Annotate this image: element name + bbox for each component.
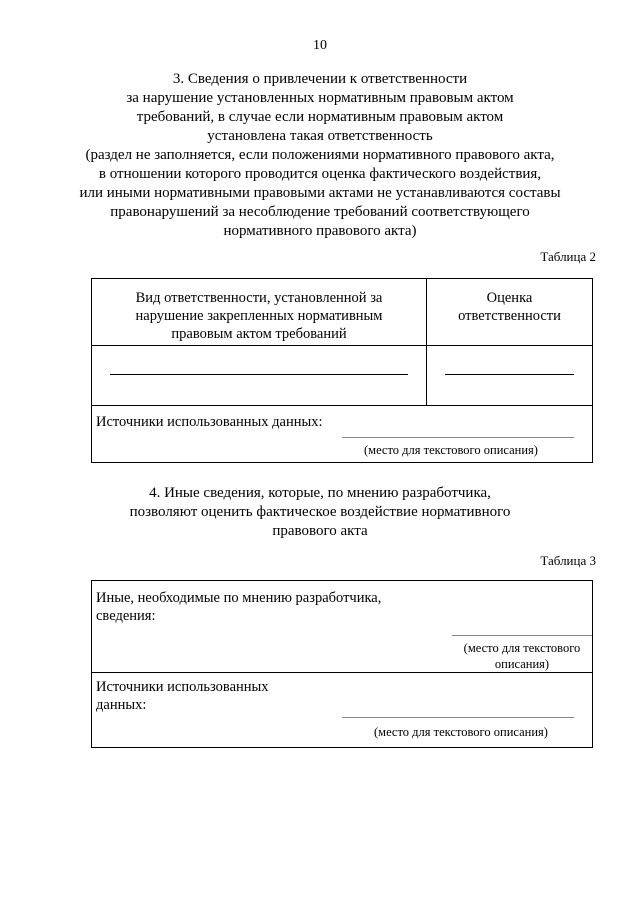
section-3-line: или иными нормативными правовыми актами не устанавливаются составы [79,185,561,201]
other-info-label: Иные, необходимые по мнению разработчика, [96,590,382,606]
header-line: нарушение закрепленных нормативным [135,308,383,324]
table-3-sources-cell[interactable] [92,673,593,748]
placeholder-text: (место для текстового описания) [374,725,548,739]
section-3-line: требований, в случае если нормативным правовым актом [136,109,504,125]
table-2 [91,278,593,463]
section-3-line: установлена такая ответственность [207,128,433,144]
fill-line [110,374,408,375]
section-4-line: правового акта [272,523,368,539]
page-number: 10 [313,38,327,53]
sources-label: Источники использованных [96,679,269,695]
header-line: Вид ответственности, установленной за [135,290,383,306]
section-3-line: в отношении которого проводится оценка фактического воздействия, [98,166,542,182]
section-3-line: нормативного правового акта) [223,223,417,239]
header-line: правовым актом требований [171,326,347,342]
fill-line [342,717,574,718]
placeholder-text [452,640,592,672]
fill-line [445,374,574,375]
table-2-header-assessment [427,279,593,346]
fill-line [342,437,574,438]
header-line: ответственности [458,308,561,324]
section-3-heading [60,70,580,241]
section-3-line: за нарушение установленных нормативным правовым актом [126,90,514,106]
placeholder-line: (место для текстового [463,641,581,655]
placeholder-text: (место для текстового описания) [364,443,538,457]
placeholder-line: описания) [494,657,550,671]
table-2-label: Таблица 2 [540,249,596,264]
other-info-label: сведения: [96,608,156,624]
table-3 [91,580,593,748]
section-3-line: правонарушений за несоблюдение требований соответствующего [110,204,530,220]
fill-line [452,635,592,636]
table-2-responsibility-input-cell[interactable] [92,346,427,406]
section-4-heading [60,484,580,541]
section-3-line: (раздел не заполняется, если положениями нормативного правового акта, [85,147,555,163]
table-2-assessment-input-cell[interactable] [427,346,593,406]
sources-label: данных: [96,697,147,713]
sources-label: Источники использованных данных: [96,414,323,430]
section-3-line: 3. Сведения о привлечении к ответственности [172,71,468,87]
section-4-line: 4. Иные сведения, которые, по мнению разработчика, [149,485,491,501]
table-3-other-info-cell[interactable] [92,581,593,673]
table-2-header-responsibility [92,279,427,346]
section-4-line: позволяют оценить фактическое воздействие нормативного [129,504,511,520]
header-line: Оценка [486,290,533,306]
table-2-sources-cell[interactable] [92,406,593,463]
table-3-label: Таблица 3 [540,553,596,568]
